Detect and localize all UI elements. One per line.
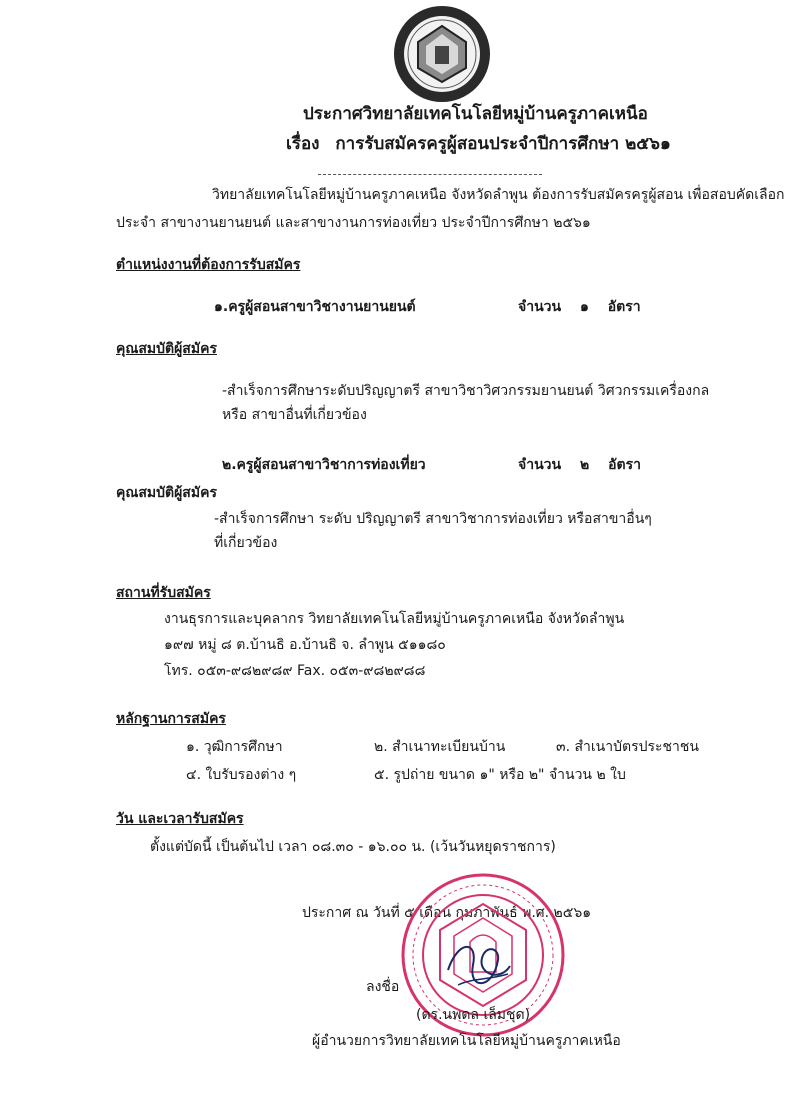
schedule-line: ตั้งแต่บัดนี้ เป็นต้นไป เวลา ๐๘.๓๐ - ๑๖.๐๐ น. (เว้นวันหยุดราชการ)	[150, 839, 556, 855]
location-line-1: งานธุรการและบุคลากร วิทยาลัยเทคโนโลยีหมู่บ้านครูภาคเหนือ จังหวัดลำพูน	[164, 611, 625, 627]
positions-heading: ตำแหน่งงานที่ต้องการรับสมัคร	[116, 257, 301, 273]
location-heading: สถานที่รับสมัคร	[116, 585, 211, 601]
college-logo	[392, 4, 492, 104]
count-value: ๒	[579, 457, 590, 473]
schedule-heading: วัน และเวลารับสมัคร	[116, 811, 244, 827]
documents-heading: หลักฐานการสมัคร	[116, 711, 226, 727]
location-line-2: ๑๙๗ หมู่ ๘ ต.บ้านธิ อ.บ้านธิ จ. ลำพูน ๕๑๑๘๐	[164, 637, 446, 653]
subject-label: เรื่อง	[286, 134, 320, 154]
position-2-qual-heading: คุณสมบัติผู้สมัคร	[116, 485, 217, 501]
announce-date: ประกาศ ณ วันที่ ๕ เดือน กุมภาพันธ์ พ.ศ. ๒๕๖๑	[302, 905, 592, 921]
announcement-title: ประกาศวิทยาลัยเทคโนโลยีหมู่บ้านครูภาคเหนือ	[303, 104, 648, 124]
position-2-count	[518, 454, 641, 476]
intro-line-2: ประจำ สาขางานยานยนต์ และสาขางานการท่องเที่ยว ประจำปีการศึกษา ๒๕๖๑	[116, 215, 591, 231]
count-label: จำนวน	[518, 299, 562, 315]
count-unit: อัตรา	[608, 457, 641, 473]
count-value: ๑	[579, 299, 589, 315]
position-1-qual-line-1: -สำเร็จการศึกษาระดับปริญญาตรี สาขาวิชาวิศวกรรมยานยนต์ วิศวกรรมเครื่องกล	[222, 383, 710, 399]
document-item: ๔. ใบรับรองต่าง ๆ	[186, 767, 297, 783]
document-item: ๓. สำเนาบัตรประชาชน	[556, 739, 699, 755]
document-item: ๕. รูปถ่าย ขนาด ๑" หรือ ๒" จำนวน ๒ ใบ	[374, 767, 626, 783]
count-label: จำนวน	[518, 457, 562, 473]
subject-text: การรับสมัครครูผู้สอนประจำปีการศึกษา ๒๕๖๑	[335, 134, 671, 154]
position-2-title: ๒.ครูผู้สอนสาขาวิชาการท่องเที่ยว	[222, 457, 426, 473]
signature-scribble	[438, 930, 518, 1000]
signer-name: (ดร.นพดล เล็มชุด)	[416, 1007, 531, 1023]
position-2-qual-line-2: ที่เกี่ยวข้อง	[214, 535, 278, 551]
announcement-subject	[286, 130, 671, 157]
count-unit: อัตรา	[607, 299, 641, 315]
location-line-3: โทร. ๐๕๓-๙๘๒๙๘๙ Fax. ๐๕๓-๙๘๒๙๘๘	[164, 663, 426, 679]
title-divider	[318, 174, 542, 175]
position-1-qual-heading: คุณสมบัติผู้สมัคร	[116, 341, 217, 357]
position-1-title: ๑.ครูผู้สอนสาขาวิชางานยานยนต์	[214, 299, 416, 315]
document-item: ๑. วุฒิการศึกษา	[186, 739, 283, 755]
position-1-qual-line-2: หรือ สาขาอื่นที่เกี่ยวข้อง	[222, 407, 367, 423]
intro-line-1: วิทยาลัยเทคโนโลยีหมู่บ้านครูภาคเหนือ จังหวัดลำพูน ต้องการรับสมัครครูผู้สอน เพื่อสอบคัดเลือก	[212, 187, 785, 203]
signer-position: ผู้อำนวยการวิทยาลัยเทคโนโลยีหมู่บ้านครูภาคเหนือ	[312, 1033, 621, 1049]
sign-label: ลงชื่อ	[366, 979, 400, 995]
position-2-qual-line-1: -สำเร็จการศึกษา ระดับ ปริญญาตรี สาขาวิชาการท่องเที่ยว หรือสาขาอื่นๆ	[214, 511, 652, 527]
document-item: ๒. สำเนาทะเบียนบ้าน	[374, 739, 506, 755]
position-1-count	[518, 296, 641, 318]
